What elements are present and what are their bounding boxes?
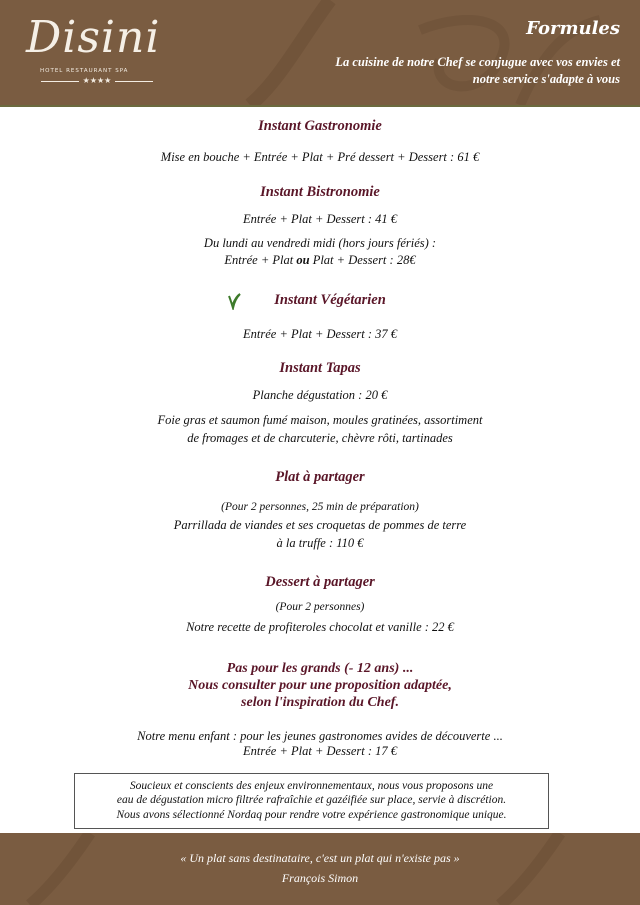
- menu-line: Parrillada de viandes et ses croquetas de pommes de terre: [173, 518, 467, 532]
- disini-logo: [22, 12, 172, 88]
- section-title: Pas pour les grands (- 12 ans) ...: [226, 661, 414, 676]
- menu-line: Mise en bouche + Entrée + Plat + Pré dessert + Dessert : 61 €: [160, 150, 480, 164]
- menu-line: [0, 252, 640, 269]
- menu-line: Notre recette de profiteroles chocolat et vanille : 22 €: [186, 620, 454, 634]
- menu-line: de fromages et de charcuterie, chèvre rôti, tartinades: [187, 431, 453, 445]
- text: Plat + Dessert : 28€: [309, 253, 416, 267]
- section-title: Nous consulter pour une proposition adaptée,: [188, 678, 452, 693]
- page-title: Formules: [526, 18, 620, 39]
- section-title: Instant Gastronomie: [258, 118, 382, 134]
- menu-line: Entrée + Plat + Dessert : 37 €: [243, 327, 397, 341]
- text: Entrée + Plat: [224, 253, 297, 267]
- section-title: Plat à partager: [275, 469, 365, 485]
- footer-banner: [0, 833, 640, 905]
- footer-quote: « Un plat sans destinataire, c'est un plat qui n'existe pas »: [180, 851, 460, 865]
- notice-line: Nous avons sélectionné Nordaq pour rendre votre expérience gastronomique unique.: [116, 809, 507, 821]
- subtitle-line: La cuisine de notre Chef se conjugue avec vos envies et: [335, 55, 620, 69]
- menu-line: Planche dégustation : 20 €: [252, 388, 388, 402]
- header-banner: [0, 0, 640, 107]
- logo-stars: ★★★★: [22, 76, 172, 85]
- decorative-swirl: [0, 833, 640, 905]
- section-title: Instant Végétarien: [274, 292, 386, 308]
- eco-water-notice: [74, 773, 549, 829]
- section-title: Instant Bistronomie: [260, 184, 380, 200]
- section-title: selon l'inspiration du Chef.: [241, 695, 399, 710]
- menu-line: à la truffe : 110 €: [276, 536, 364, 550]
- logo-subtitle: HOTEL RESTAURANT SPA: [40, 68, 129, 74]
- logo-text: Disini: [26, 12, 161, 63]
- section-title: Instant Tapas: [279, 360, 361, 376]
- footer-author: François Simon: [281, 871, 359, 885]
- menu-line: Du lundi au vendredi midi (hors jours fériés) :: [203, 236, 437, 250]
- menu-note: (Pour 2 personnes): [275, 601, 365, 613]
- subtitle-line: notre service s'adapte à vous: [472, 72, 620, 86]
- notice-line: Soucieux et conscients des enjeux environnementaux, nous vous proposons une: [129, 780, 494, 792]
- section-title: Dessert à partager: [265, 574, 375, 590]
- page-subtitle: [335, 54, 620, 88]
- menu-line: Entrée + Plat + Dessert : 41 €: [243, 212, 397, 226]
- menu-line: Entrée + Plat + Dessert : 17 €: [243, 744, 397, 758]
- menu-line: Notre menu enfant : pour les jeunes gastronomes avides de découverte ...: [137, 729, 503, 743]
- menu-note: (Pour 2 personnes, 25 min de préparation): [221, 501, 419, 513]
- menu-line: Foie gras et saumon fumé maison, moules gratinées, assortiment: [157, 413, 483, 427]
- notice-line: eau de dégustation micro filtrée rafraîchie et gazéifiée sur place, servie à discrétion.: [116, 794, 507, 806]
- text-bold: ou: [296, 253, 310, 267]
